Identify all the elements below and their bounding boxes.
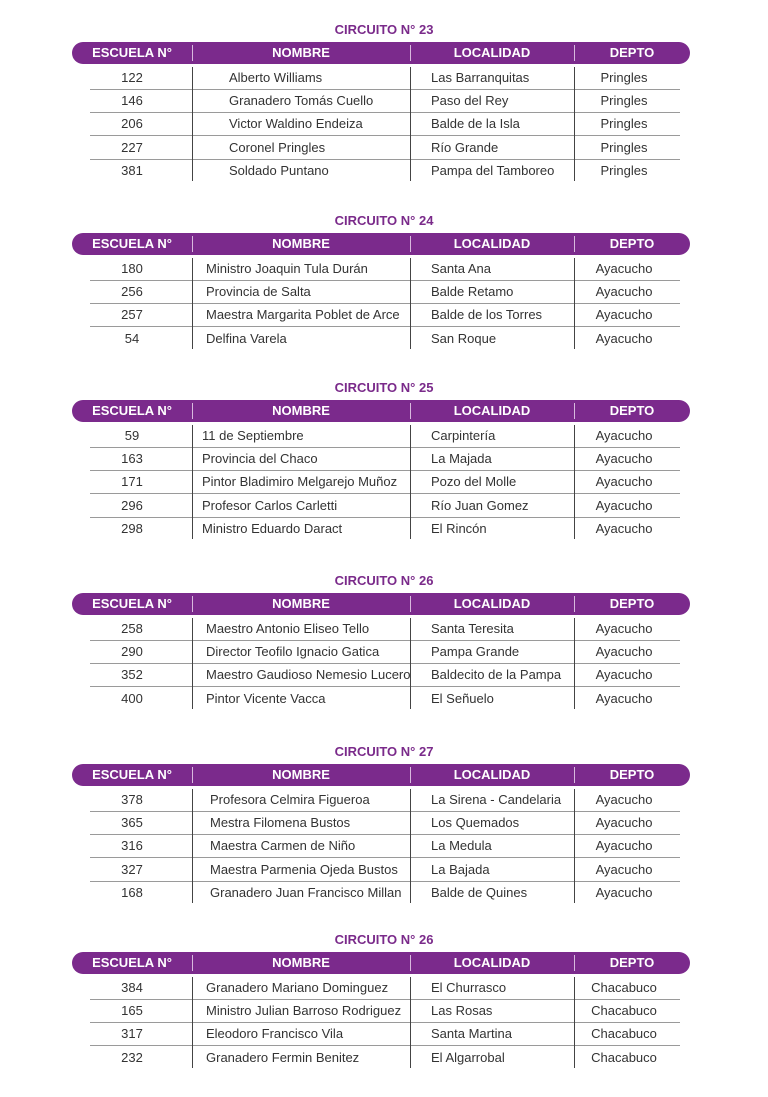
school-name: Victor Waldino Endeiza [229,116,363,132]
school-locality: Pozo del Molle [431,474,517,490]
circuit-title: CIRCUITO N° 26 [334,932,434,947]
school-department: Ayacucho [595,451,653,467]
table-row [0,113,768,136]
school-department: Ayacucho [595,284,653,300]
header-localidad: LOCALIDAD [453,45,531,60]
school-number: 171 [121,474,143,490]
circuit-title: CIRCUITO N° 27 [334,744,434,759]
school-locality: Santa Ana [431,261,491,276]
table-row [0,1023,768,1046]
school-name: Profesora Celmira Figueroa [210,792,370,807]
school-name: Granadero Tomás Cuello [229,93,374,109]
header-divider [192,45,193,61]
column-divider [410,67,411,181]
table-row [0,471,768,494]
header-localidad: LOCALIDAD [453,236,531,251]
school-name: Provincia de Salta [206,284,311,300]
school-name: Pintor Vicente Vacca [206,690,326,706]
school-department: Ayacucho [595,861,653,877]
table-row [0,882,768,905]
table-row [0,425,768,448]
school-number: 257 [121,307,143,323]
column-divider [410,789,411,903]
school-locality: Baldecito de la Pampa [431,667,562,683]
table-header [72,400,690,422]
circuit-title: CIRCUITO N° 26 [334,573,434,588]
school-department: Ayacucho [595,428,653,443]
school-department: Ayacucho [595,644,653,660]
column-divider [192,67,193,181]
school-locality: Balde de la Isla [431,116,520,132]
school-department: Pringles [600,70,648,85]
column-divider [574,789,575,903]
header-localidad: LOCALIDAD [453,403,531,418]
school-number: 316 [121,838,143,854]
header-divider [410,45,411,61]
table-row [0,160,768,183]
school-department: Chacabuco [591,1003,657,1019]
school-number: 378 [121,792,143,807]
table-header [72,593,690,615]
column-divider [192,425,193,539]
column-divider [574,618,575,709]
school-locality: La Bajada [431,861,490,877]
table-row [0,258,768,281]
header-escuela: ESCUELA N° [92,596,172,611]
school-name: Coronel Pringles [229,139,326,155]
school-name: Ministro Eduardo Daract [202,520,343,536]
header-divider [410,403,411,419]
school-name: Profesor Carlos Carletti [202,497,338,513]
header-divider [192,403,193,419]
header-escuela: ESCUELA N° [92,767,172,782]
school-locality: El Churrasco [431,980,507,995]
school-number: 352 [121,667,143,683]
table-row [0,448,768,471]
school-department: Pringles [600,139,648,155]
header-divider [574,45,575,61]
table-row [0,1047,768,1070]
school-department: Ayacucho [595,667,653,683]
school-department: Chacabuco [591,980,657,995]
column-divider [192,618,193,709]
school-locality: Santa Martina [431,1026,512,1042]
school-department: Ayacucho [595,497,653,513]
school-department: Ayacucho [595,792,653,807]
school-name: Granadero Fermin Benitez [206,1049,360,1065]
school-department: Ayacucho [595,621,653,636]
header-localidad: LOCALIDAD [453,955,531,970]
header-escuela: ESCUELA N° [92,45,172,60]
table-row [0,518,768,541]
circuit-title: CIRCUITO N° 23 [334,22,434,37]
school-locality: Paso del Rey [431,93,509,109]
table-row [0,67,768,90]
circuit-title: CIRCUITO N° 24 [334,213,434,228]
school-number: 168 [121,884,143,900]
header-divider [192,955,193,971]
column-divider [574,977,575,1068]
school-number: 381 [121,162,143,178]
school-locality: Pampa Grande [431,644,520,660]
school-name: Maestro Antonio Eliseo Tello [206,621,370,636]
column-divider [574,258,575,349]
header-nombre: NOMBRE [272,45,330,60]
header-divider [574,403,575,419]
header-divider [410,955,411,971]
table-header [72,952,690,974]
school-number: 122 [121,70,143,85]
school-locality: Los Quemados [431,815,520,831]
table-header [72,42,690,64]
school-number: 258 [121,621,143,636]
school-name: Mestra Filomena Bustos [210,815,351,831]
header-divider [192,236,193,252]
school-department: Ayacucho [595,690,653,706]
school-department: Ayacucho [595,884,653,900]
table-row [0,90,768,113]
school-number: 232 [121,1049,143,1065]
school-name: Soldado Puntano [229,162,329,178]
school-name: Alberto Williams [229,70,323,85]
school-number: 227 [121,139,143,155]
school-department: Pringles [600,116,648,132]
column-divider [410,258,411,349]
table-row [0,618,768,641]
school-locality: San Roque [431,330,497,346]
header-depto: DEPTO [609,45,655,60]
school-name: 11 de Septiembre [202,428,304,443]
school-locality: Las Barranquitas [431,70,530,85]
school-department: Ayacucho [595,520,653,536]
school-locality: El Rincón [431,520,487,536]
table-row [0,304,768,327]
school-number: 317 [121,1026,143,1042]
school-locality: Carpintería [431,428,496,443]
header-nombre: NOMBRE [272,767,330,782]
table-row [0,664,768,687]
school-name: Granadero Mariano Dominguez [206,980,389,995]
header-depto: DEPTO [609,236,655,251]
header-divider [574,596,575,612]
school-department: Chacabuco [591,1049,657,1065]
school-department: Ayacucho [595,330,653,346]
table-row [0,1000,768,1023]
table-row [0,641,768,664]
school-locality: Balde de Quines [431,884,528,900]
header-divider [410,236,411,252]
school-department: Chacabuco [591,1026,657,1042]
school-locality: La Sirena - Candelaria [431,792,562,807]
school-name: Ministro Joaquin Tula Durán [206,261,368,276]
school-number: 400 [121,690,143,706]
table-row [0,977,768,1000]
circuit-title: CIRCUITO N° 25 [334,380,434,395]
school-locality: El Señuelo [431,690,494,706]
school-locality: La Medula [431,838,492,854]
header-nombre: NOMBRE [272,236,330,251]
header-localidad: LOCALIDAD [453,596,531,611]
school-number: 165 [121,1003,143,1019]
school-locality: El Algarrobal [431,1049,505,1065]
school-locality: Río Juan Gomez [431,497,529,513]
table-row [0,328,768,351]
school-name: Ministro Julian Barroso Rodriguez [206,1003,402,1019]
school-department: Pringles [600,93,648,109]
school-name: Granadero Juan Francisco Millan [210,884,402,900]
column-divider [410,618,411,709]
column-divider [192,789,193,903]
table-header [72,233,690,255]
column-divider [574,67,575,181]
school-locality: Balde Retamo [431,284,514,300]
school-number: 296 [121,497,143,513]
school-department: Ayacucho [595,261,653,276]
school-number: 59 [124,428,140,443]
header-divider [574,767,575,783]
school-name: Provincia del Chaco [202,451,318,467]
table-row [0,688,768,711]
header-depto: DEPTO [609,955,655,970]
header-escuela: ESCUELA N° [92,236,172,251]
school-department: Ayacucho [595,474,653,490]
header-divider [192,767,193,783]
header-depto: DEPTO [609,403,655,418]
school-department: Pringles [600,162,648,178]
header-divider [574,236,575,252]
school-number: 290 [121,644,143,660]
school-name: Director Teofilo Ignacio Gatica [206,644,380,660]
school-number: 365 [121,815,143,831]
column-divider [410,425,411,539]
table-header [72,764,690,786]
header-divider [410,767,411,783]
school-locality: La Majada [431,451,492,467]
school-locality: Santa Teresita [431,621,514,636]
table-row [0,495,768,518]
school-locality: Balde de los Torres [431,307,543,323]
header-depto: DEPTO [609,767,655,782]
table-row [0,281,768,304]
table-row [0,812,768,835]
school-locality: Pampa del Tamboreo [431,162,555,178]
header-nombre: NOMBRE [272,596,330,611]
school-name: Pintor Bladimiro Melgarejo Muñoz [202,474,398,490]
school-name: Maestra Parmenia Ojeda Bustos [210,861,398,877]
header-depto: DEPTO [609,596,655,611]
school-number: 54 [124,330,140,346]
header-divider [410,596,411,612]
table-row [0,835,768,858]
column-divider [410,977,411,1068]
header-divider [574,955,575,971]
column-divider [192,977,193,1068]
school-name: Maestro Gaudioso Nemesio Lucero [206,667,411,683]
school-number: 180 [121,261,143,276]
header-escuela: ESCUELA N° [92,403,172,418]
table-row [0,789,768,812]
table-row [0,859,768,882]
school-number: 327 [121,861,143,877]
school-name: Maestra Carmen de Niño [210,838,356,854]
school-number: 384 [121,980,143,995]
school-number: 163 [121,451,143,467]
header-nombre: NOMBRE [272,403,330,418]
column-divider [192,258,193,349]
school-number: 206 [121,116,143,132]
school-department: Ayacucho [595,815,653,831]
header-nombre: NOMBRE [272,955,330,970]
table-row [0,137,768,160]
header-escuela: ESCUELA N° [92,955,172,970]
school-number: 256 [121,284,143,300]
school-department: Ayacucho [595,307,653,323]
school-locality: Las Rosas [431,1003,493,1019]
school-number: 146 [121,93,143,109]
header-localidad: LOCALIDAD [453,767,531,782]
school-name: Maestra Margarita Poblet de Arce [206,307,400,323]
school-department: Ayacucho [595,838,653,854]
school-name: Delfina Varela [206,330,287,346]
column-divider [574,425,575,539]
header-divider [192,596,193,612]
school-name: Eleodoro Francisco Vila [206,1026,344,1042]
school-locality: Río Grande [431,139,499,155]
school-number: 298 [121,520,143,536]
